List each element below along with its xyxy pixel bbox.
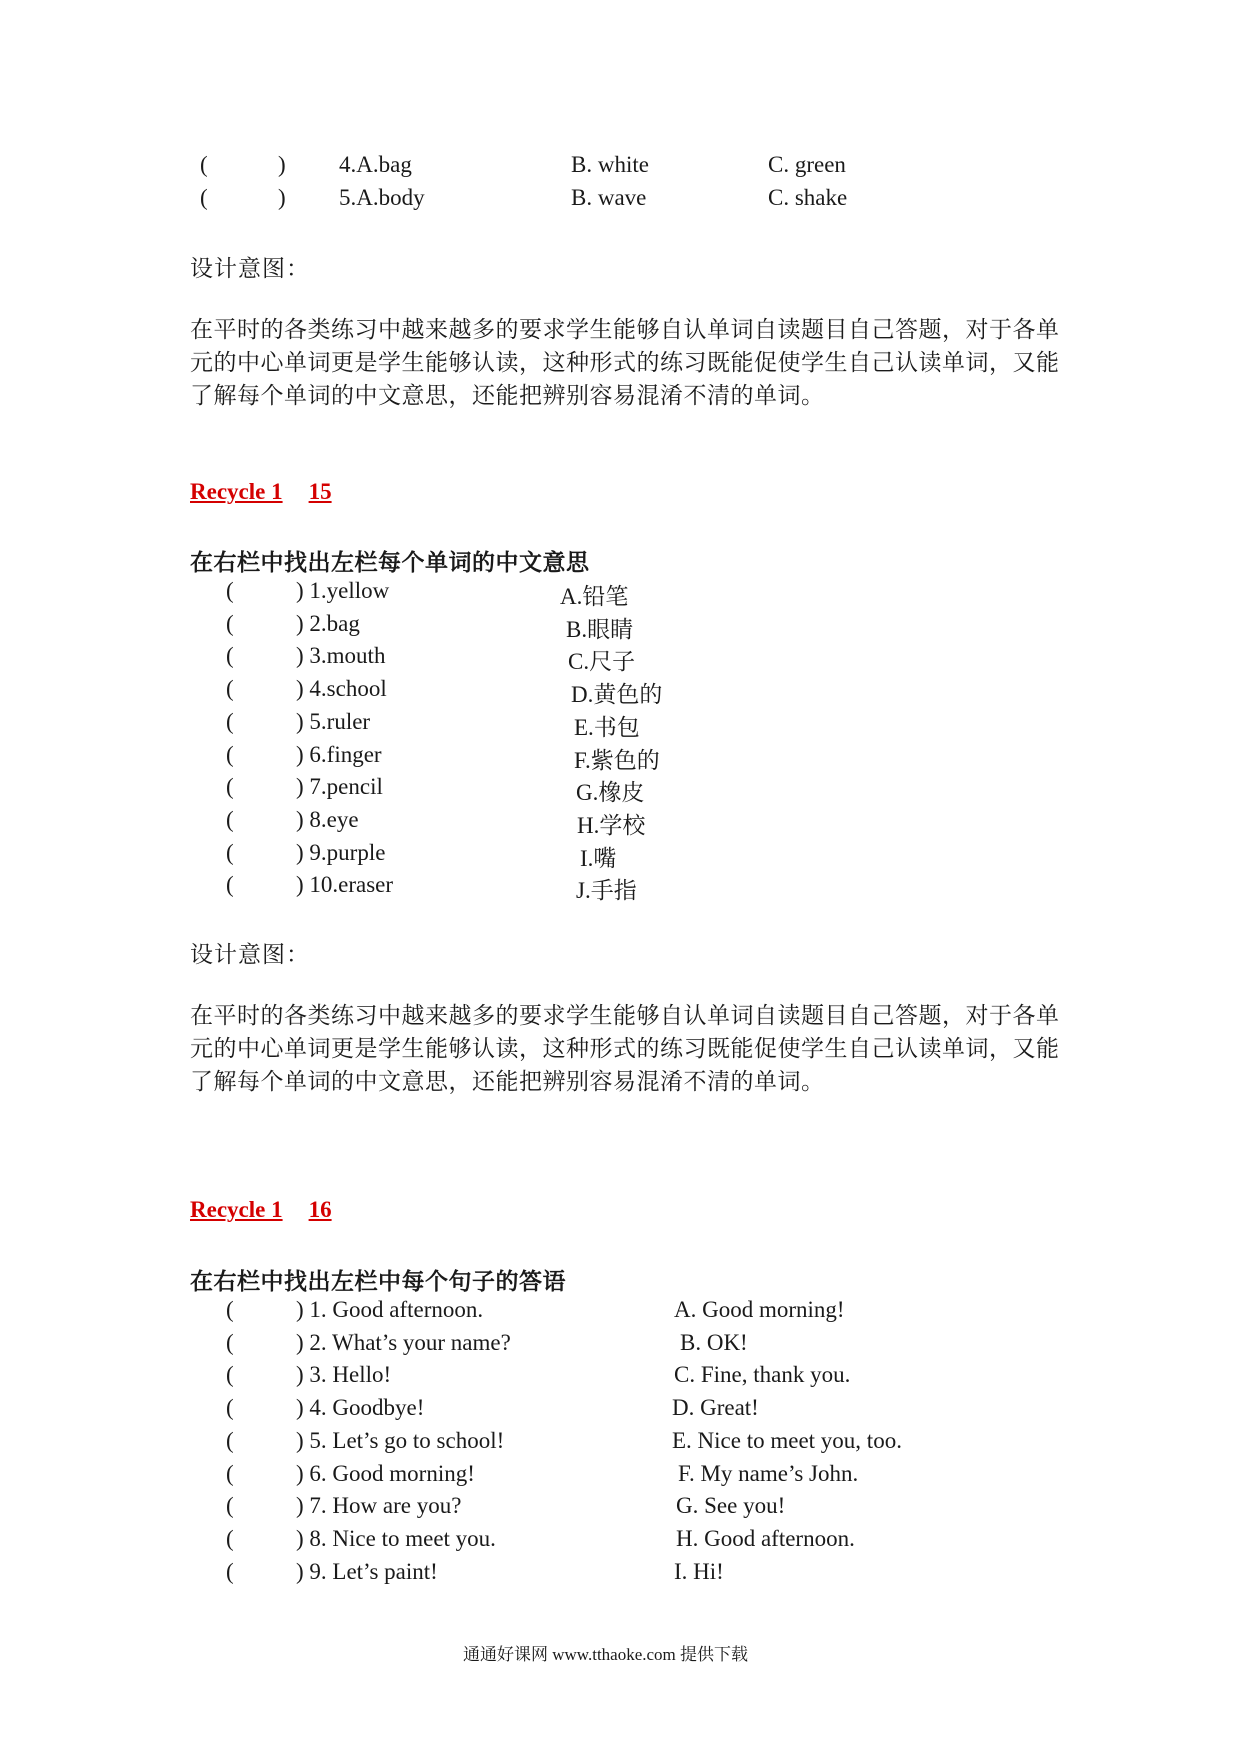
answer-paren: ( [226, 872, 234, 898]
left-item: ) 8. Nice to meet you. [296, 1525, 496, 1551]
answer-paren: ( [226, 774, 234, 800]
left-item: ) 2.bag [296, 610, 360, 636]
answer-paren: ( [226, 1493, 234, 1519]
left-item: ) 7. How are you? [296, 1493, 462, 1519]
section-instruction: 在右栏中找出左栏中每个句子的答语 [190, 1269, 566, 1294]
answer-paren: ( [226, 806, 234, 832]
right-item: G.橡皮 [576, 780, 645, 806]
answer-paren: ( [226, 839, 234, 865]
answer-paren: ( [226, 610, 234, 636]
design-intent-label: 设计意图： [190, 256, 310, 281]
left-item: ) 7.pencil [296, 774, 383, 800]
left-item: ) 8.eye [296, 806, 359, 832]
page-footer: 通通好课网 www.tthaoke.com 提供下载 [463, 1645, 749, 1664]
paren-open: ( [200, 185, 208, 210]
left-item: ) 5.ruler [296, 708, 371, 734]
right-item: D.黄色的 [571, 682, 663, 708]
section-title-recycle-15 [190, 479, 332, 505]
paren-close: ) [278, 152, 286, 177]
section-title-recycle-16 [190, 1197, 332, 1223]
choice-c: C. green [768, 152, 846, 177]
section-title-number: 16 [308, 1197, 332, 1222]
right-item: F.紫色的 [574, 747, 660, 773]
left-item: ) 4. Goodbye! [296, 1395, 425, 1421]
right-item: H. Good afternoon. [676, 1525, 855, 1551]
answer-paren: ( [226, 1362, 234, 1388]
left-item: ) 3. Hello! [296, 1362, 392, 1388]
section-instruction: 在右栏中找出左栏每个单词的中文意思 [190, 550, 590, 575]
left-item: ) 10.eraser [296, 872, 394, 898]
answer-paren: ( [226, 676, 234, 702]
left-item: ) 2. What’s your name? [296, 1329, 511, 1355]
paren-open: ( [200, 152, 208, 177]
left-item: ) 6. Good morning! [296, 1460, 475, 1486]
answer-paren: ( [226, 1525, 234, 1551]
answer-paren: ( [226, 1558, 234, 1584]
left-item: ) 1.yellow [296, 578, 390, 603]
right-item: B.眼睛 [566, 616, 634, 642]
right-item: C. Fine, thank you. [674, 1362, 851, 1388]
answer-paren: ( [226, 1460, 234, 1486]
left-item: ) 9. Let’s paint! [296, 1558, 438, 1584]
answer-paren: ( [226, 578, 234, 603]
answer-paren: ( [226, 1329, 234, 1355]
section-title-label: Recycle 1 [190, 1197, 283, 1222]
section-title-number: 15 [308, 479, 332, 504]
right-item: H.学校 [577, 812, 646, 838]
choice-c: C. shake [768, 185, 848, 210]
left-item: ) 4.school [296, 676, 387, 702]
choice-b: B. wave [571, 185, 647, 210]
answer-paren: ( [226, 1427, 234, 1453]
right-item: E.书包 [574, 714, 640, 740]
answer-paren: ( [226, 741, 234, 767]
answer-paren: ( [226, 1395, 234, 1421]
right-item: A. Good morning! [674, 1297, 845, 1322]
choice-a: 5.A.body [339, 185, 425, 210]
right-item: B. OK! [680, 1329, 748, 1355]
design-intent-label: 设计意图： [190, 942, 310, 967]
section-title-label: Recycle 1 [190, 479, 283, 504]
left-item: ) 1. Good afternoon. [296, 1297, 484, 1322]
answer-paren: ( [226, 1297, 234, 1322]
right-item: D. Great! [672, 1395, 759, 1421]
left-item: ) 6.finger [296, 741, 382, 767]
design-intent-text: 在平时的各类练习中越来越多的要求学生能够自认单词自读题目自己答题，对于各单元的中心单词更是学生能够认读，这种形式的练习既能促使学生自己认读单词，又能了解每个单词的中文意思，还能把辨别容易混淆不清的单词。 [190, 1003, 1060, 1094]
right-item: J.手指 [576, 878, 637, 904]
left-item: ) 3.mouth [296, 643, 386, 669]
choice-b: B. white [571, 152, 649, 177]
left-item: ) 9.purple [296, 839, 386, 865]
choice-a: 4.A.bag [339, 152, 412, 177]
right-item: F. My name’s John. [678, 1460, 859, 1486]
right-item: I. Hi! [674, 1558, 724, 1584]
answer-paren: ( [226, 643, 234, 669]
right-item: I.嘴 [580, 845, 617, 871]
answer-paren: ( [226, 708, 234, 734]
right-item: C.尺子 [568, 649, 636, 675]
design-intent-text: 在平时的各类练习中越来越多的要求学生能够自认单词自读题目自己答题，对于各单元的中心单词更是学生能够认读，这种形式的练习既能促使学生自己认读单词，又能了解每个单词的中文意思，还能把辨别容易混淆不清的单词。 [190, 317, 1060, 408]
right-item: G. See you! [676, 1493, 786, 1519]
right-item: E. Nice to meet you, too. [672, 1427, 902, 1453]
paren-close: ) [278, 185, 286, 210]
right-item: A.铅笔 [560, 584, 629, 609]
left-item: ) 5. Let’s go to school! [296, 1427, 505, 1453]
